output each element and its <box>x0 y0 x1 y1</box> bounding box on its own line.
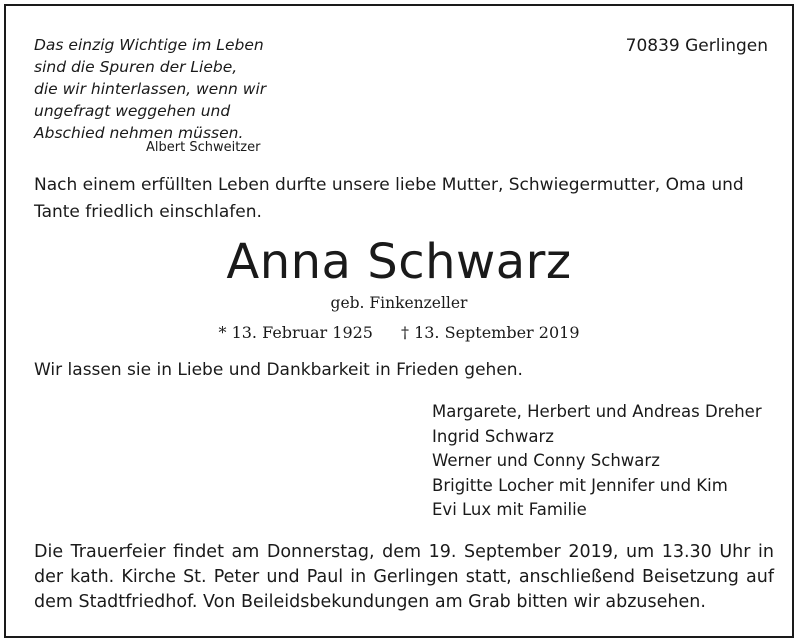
quote-line: Das einzig Wichtige im Leben <box>34 36 264 54</box>
quote-author: Albert Schweitzer <box>146 140 261 155</box>
location: 70839 Gerlingen <box>625 36 768 56</box>
funeral-line: Die Trauerfeier findet am Donnerstag, dem 19. September 2019, um 13.30 Uhr in <box>34 542 774 562</box>
intro-line: Nach einem erfüllten Leben durfte unsere liebe Mutter, Schwiegermutter, Oma und <box>34 175 744 195</box>
funeral-info <box>34 540 774 615</box>
death-date: † 13. September 2019 <box>400 323 580 342</box>
quote-line: ungefragt weggehen und <box>34 102 231 120</box>
quote-line: die wir hinterlassen, wenn wir <box>34 80 267 98</box>
mourner: Brigitte Locher mit Jennifer und Kim <box>432 475 728 495</box>
maiden-name: geb. Finkenzeller <box>330 294 468 312</box>
birth-date: * 13. Februar 1925 <box>218 323 373 342</box>
mourner: Werner und Conny Schwarz <box>432 451 660 470</box>
quote-block <box>34 34 294 144</box>
quote-line: sind die Spuren der Liebe, <box>34 58 238 76</box>
deceased-name: Anna Schwarz <box>226 234 572 290</box>
obituary-notice <box>4 4 794 638</box>
mourner: Evi Lux mit Familie <box>432 500 587 519</box>
life-dates <box>6 323 792 342</box>
quote-line: Abschied nehmen müssen. <box>34 124 244 142</box>
farewell-text: Wir lassen sie in Liebe und Dankbarkeit in Frieden gehen. <box>34 360 523 380</box>
mourner: Ingrid Schwarz <box>432 426 554 446</box>
funeral-line: der kath. Kirche St. Peter und Paul in Gerlingen statt, anschließend Beisetzung auf <box>34 567 774 587</box>
mourners-list <box>432 400 762 523</box>
mourner: Margarete, Herbert und Andreas Dreher <box>432 402 762 421</box>
intro-text <box>34 172 774 226</box>
funeral-line: dem Stadtfriedhof. Von Beileidsbekundungen am Grab bitten wir abzusehen. <box>34 592 706 612</box>
intro-line: Tante friedlich einschlafen. <box>34 202 262 222</box>
